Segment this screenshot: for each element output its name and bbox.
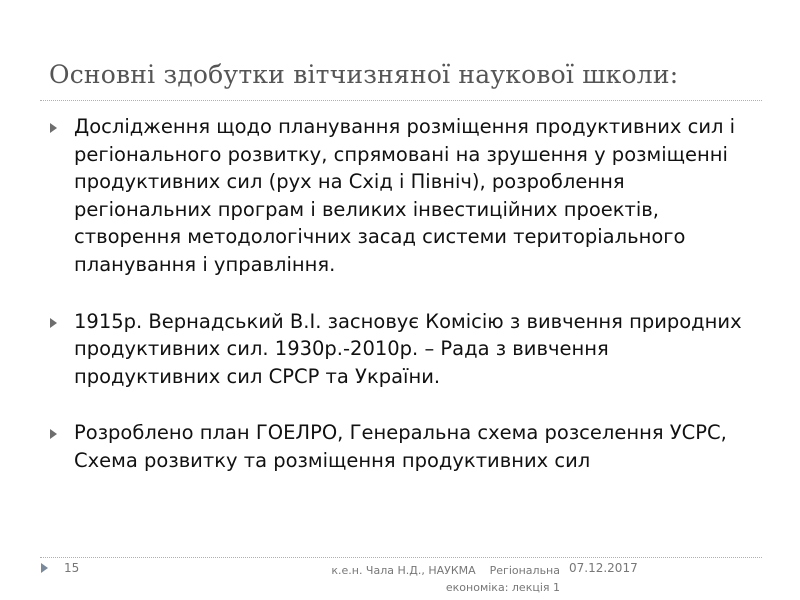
bullet-item [50, 308, 750, 391]
bullet-text: Розроблено план ГОЕЛРО, Генеральна схема розселення УСРС, Схема розвитку та розміщення продуктивних сил [74, 421, 727, 472]
footer-date: 07.12.2017 [569, 561, 638, 575]
bullet-item [50, 113, 750, 279]
triangle-bullet-icon [50, 318, 57, 328]
bullet-text: 1915р. Вернадський В.І. засновує Комісію з вивчення природних продуктивних сил. 1930р.-2010р. – Рада з вивчення продуктивних сил СРСР та України. [74, 309, 742, 388]
bullet-item [50, 419, 750, 474]
triangle-bullet-icon [50, 123, 57, 133]
footer-author [290, 562, 560, 596]
bullet-text: Дослідження щодо планування розміщення продуктивних сил і регіонального розвитку, спрямовані на зрушення у розміщенні продуктивних сил (рух на Схід і Північ), розроблення регіональних програм і великих інвестиційних проектів, створення методологічних засад системи територіального планування і управління. [74, 115, 736, 276]
page-number: 15 [64, 561, 80, 575]
title-divider [40, 100, 762, 101]
bullet-list [50, 113, 750, 475]
footer-triangle-icon [41, 563, 48, 573]
footer-author-line1: к.е.н. Чала Н.Д., НАУКМА Регіональна [331, 564, 560, 577]
triangle-bullet-icon [50, 429, 57, 439]
footer-divider [40, 557, 762, 558]
slide-title: Основні здобутки вітчизняної наукової школи: [49, 60, 679, 89]
footer-author-line2: економіка: лекція 1 [445, 581, 560, 594]
